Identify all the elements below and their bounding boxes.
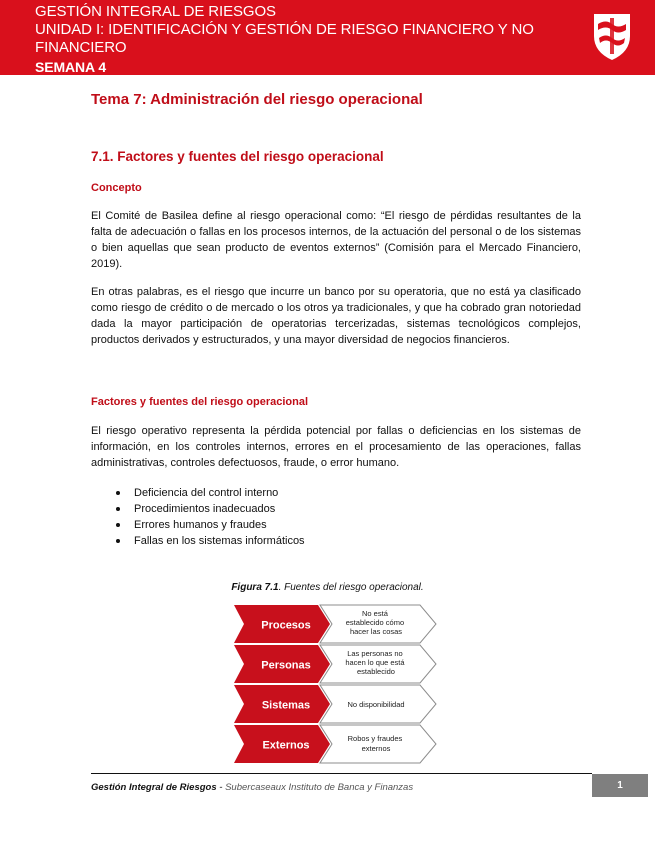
page-header	[0, 0, 655, 75]
footer-title: Gestión Integral de Riesgos	[91, 782, 217, 793]
list-item: Deficiencia del control interno	[116, 485, 305, 501]
paragraph-operational-risk: El riesgo operativo representa la pérdida potencial por fallas o deficiencias en los sistemas de información, en los controles internos, errores en el procesamiento de las operaciones, fallas administrativas, controles defectuosos, fraude, o error humano.	[91, 425, 581, 469]
paragraph-other-words: En otras palabras, es el riesgo que incurre un banco por su operatoria, que no está ya clasificado como riesgo de crédito o de mercado o los otros ya tradicionales, y que ha cobrado gran notoriedad dada la mayor participación de operatorias tercerizadas, sistemas tecnológicos complejos, productos derivados y estructurados, y una mayor diversidad de negocios financieros.	[91, 286, 581, 346]
footer-institution: Subercaseaux Instituto de Banca y Finanzas	[225, 782, 414, 793]
row-description: No está establecido cómo hacer las cosas	[345, 609, 405, 636]
footer-divider	[91, 773, 592, 774]
unit-title-continued: FINANCIERO	[35, 39, 127, 56]
course-title: GESTIÓN INTEGRAL DE RIESGOS	[35, 3, 276, 20]
risk-sources-diagram	[234, 604, 438, 766]
footer-separator: -	[216, 782, 226, 793]
diagram-row-sistemas	[234, 685, 436, 723]
figure-caption-label: Figura 7.1	[231, 582, 279, 593]
diagram-row-procesos	[234, 605, 436, 643]
row-label: Personas	[261, 659, 311, 672]
factors-heading: Factores y fuentes del riesgo operacional	[91, 396, 309, 408]
topic-title: Tema 7: Administración del riesgo operacional	[91, 91, 423, 108]
list-item: Fallas en los sistemas informáticos	[116, 533, 305, 549]
row-description: No disponibilidad	[347, 700, 405, 709]
unit-title: UNIDAD I: IDENTIFICACIÓN Y GESTIÓN DE RIESGO FINANCIERO Y NO	[35, 21, 534, 38]
row-label: Externos	[262, 739, 310, 752]
page-number: 1	[592, 774, 648, 797]
list-item: Procedimientos inadecuados	[116, 501, 305, 517]
factors-list	[116, 485, 305, 549]
shield-logo-icon	[590, 10, 634, 62]
figure-caption	[0, 582, 655, 593]
row-label: Sistemas	[261, 699, 311, 712]
footer-text	[91, 782, 413, 793]
figure-caption-text: . Fuentes del riesgo operacional.	[278, 582, 424, 593]
week-label: SEMANA 4	[35, 59, 107, 75]
row-description: Las personas no hacen lo que está establecido	[345, 649, 405, 676]
diagram-row-personas	[234, 645, 436, 683]
section-title: 7.1. Factores y fuentes del riesgo operacional	[91, 149, 384, 164]
concept-heading: Concepto	[91, 182, 142, 194]
row-label: Procesos	[261, 619, 311, 632]
diagram-row-externos	[234, 725, 436, 763]
list-item: Errores humanos y fraudes	[116, 517, 305, 533]
paragraph-basel-definition: El Comité de Basilea define al riesgo operacional como: “El riesgo de pérdidas resultantes de la falta de adecuación o fallas en los procesos internos, de la actuación del personal o de los sistemas o bien aquellas que sean producto de eventos externos” (Comisión para el Mercado Financiero, 2019).	[91, 210, 581, 270]
row-description: Robos y fraudes externos	[347, 734, 403, 753]
